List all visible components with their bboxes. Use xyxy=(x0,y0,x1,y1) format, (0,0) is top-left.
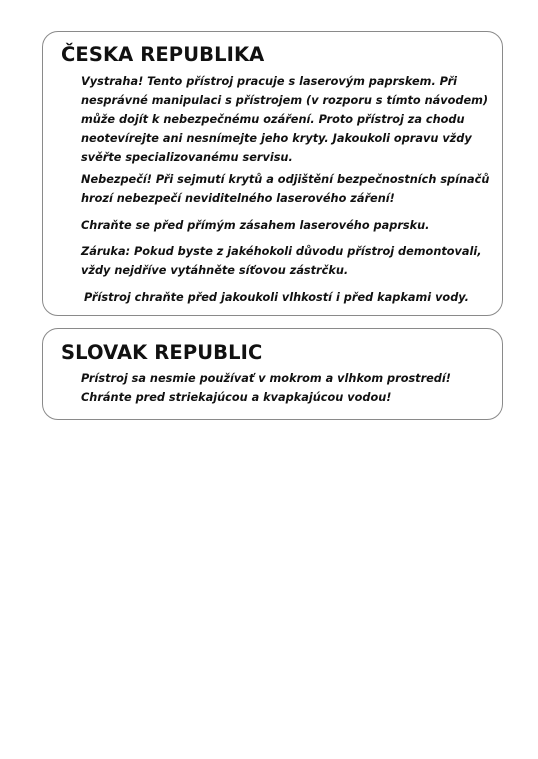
czech-republic-section xyxy=(42,31,503,316)
protection-paragraph xyxy=(81,216,429,235)
danger-paragraph xyxy=(81,170,489,208)
moisture-paragraph xyxy=(84,288,469,307)
section-heading-czech: ČESKA REPUBLIKA xyxy=(61,43,265,66)
warning-paragraph xyxy=(81,72,488,167)
warranty-paragraph xyxy=(81,242,482,280)
slovak-republic-section xyxy=(42,328,503,420)
text-line: nesprávné manipulaci s přístrojem (v rozporu s tímto návodem) xyxy=(81,94,489,107)
text-line: vždy nejdříve vytáhněte síťovou zástrčku. xyxy=(81,264,349,277)
text-line: Vystraha! Tento přístroj pracuje s laserovým paprskem. Při xyxy=(81,75,458,88)
text-line: svěřte specializovanému servisu. xyxy=(81,151,293,164)
text-line: Chraňte se před přímým zásahem laserového paprsku. xyxy=(81,219,430,232)
text-line: Přístroj chraňte před jakoukoli vlhkostí i před kapkami vody. xyxy=(84,291,469,304)
section-heading-slovak: SLOVAK REPUBLIC xyxy=(61,341,263,364)
text-line: hrozí nebezpečí neviditelného laserového záření! xyxy=(81,192,395,205)
moisture-warning-paragraph xyxy=(81,369,451,407)
text-line: může dojít k nebezpečnému ozáření. Proto přístroj za chodu xyxy=(81,113,465,126)
text-line: neotevírejte ani nesnímejte jeho kryty. Jakoukoli opravu vždy xyxy=(81,132,472,145)
text-line: Záruka: Pokud byste z jakéhokoli důvodu přístroj demontovali, xyxy=(81,245,482,258)
text-line: Prístroj sa nesmie používať v mokrom a vlhkom prostredí! xyxy=(81,372,451,385)
text-line: Nebezpečí! Při sejmutí krytů a odjištění bezpečnostních spínačů xyxy=(81,173,490,186)
text-line: Chránte pred striekajúcou a kvapkajúcou vodou! xyxy=(81,391,392,404)
